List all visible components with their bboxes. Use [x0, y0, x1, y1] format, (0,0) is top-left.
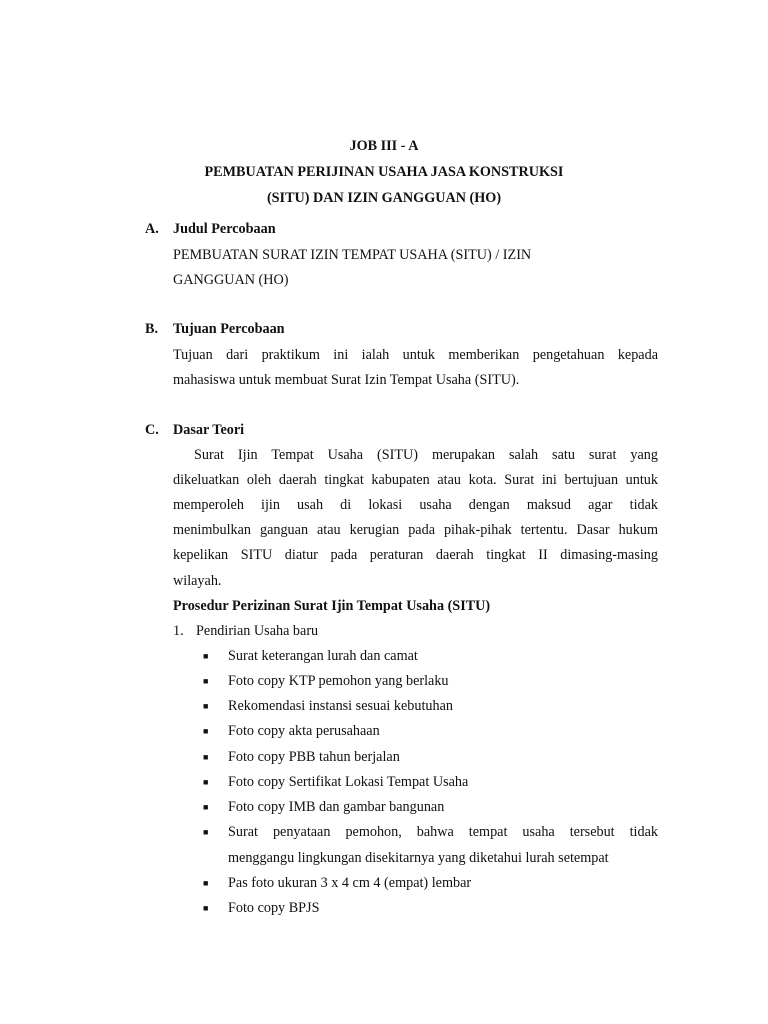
procedure-subheading: Prosedur Perizinan Surat Ijin Tempat Usaha (SITU)	[173, 598, 491, 614]
list-title: Pendirian Usaha baru	[196, 623, 319, 639]
bullet-icon: ■	[203, 878, 209, 888]
list-number: 1.	[173, 623, 184, 639]
section-c-paragraph-line: wilayah.	[173, 573, 222, 589]
bullet-icon: ■	[203, 651, 209, 661]
bullet-icon: ■	[203, 726, 209, 736]
section-b-letter: B.	[145, 321, 159, 337]
section-b-text-2: mahasiswa untuk membuat Surat Izin Tempat Usaha (SITU).	[173, 372, 520, 388]
doc-title-line-2: (SITU) DAN IZIN GANGGUAN (HO)	[266, 190, 502, 206]
bullet-icon: ■	[203, 752, 209, 762]
bullet-item: Foto copy BPJS	[228, 900, 320, 916]
bullet-item: Foto copy PBB tahun berjalan	[228, 749, 400, 765]
section-c-paragraph-line: menimbulkan ganguan atau kerugian pada pihak-pihak tertentu. Dasar hukum	[173, 522, 658, 538]
bullet-item: Rekomendasi instansi sesuai kebutuhan	[228, 698, 453, 714]
bullet-item: Foto copy akta perusahaan	[228, 723, 380, 739]
doc-title-line-1: PEMBUATAN PERIJINAN USAHA JASA KONSTRUKSI	[204, 164, 564, 180]
section-a-heading: Judul Percobaan	[173, 221, 276, 237]
bullet-icon: ■	[203, 903, 209, 913]
bullet-item: Surat keterangan lurah dan camat	[228, 648, 418, 664]
section-c-paragraph-line: dikeluatkan oleh daerah tingkat kabupaten atau kota. Surat ini bertujuan untuk	[173, 472, 658, 488]
bullet-item: Surat penyataan pemohon, bahwa tempat usaha tersebut tidak	[228, 824, 658, 840]
bullet-icon: ■	[203, 676, 209, 686]
job-title: JOB III - A	[349, 138, 419, 154]
section-a-text-1: PEMBUATAN SURAT IZIN TEMPAT USAHA (SITU) / IZIN	[173, 247, 532, 263]
bullet-icon: ■	[203, 777, 209, 787]
section-c-paragraph-line: memperoleh ijin usah di lokasi usaha dengan maksud agar tidak	[173, 497, 658, 513]
section-c-letter: C.	[145, 422, 159, 438]
bullet-item: Foto copy KTP pemohon yang berlaku	[228, 673, 449, 689]
section-b-text-1: Tujuan dari praktikum ini ialah untuk memberikan pengetahuan kepada	[173, 347, 658, 363]
section-b-heading: Tujuan Percobaan	[173, 321, 285, 337]
bullet-icon: ■	[203, 827, 209, 837]
bullet-item: Foto copy Sertifikat Lokasi Tempat Usaha	[228, 774, 469, 790]
bullet-item-continuation: menggangu lingkungan disekitarnya yang diketahui lurah setempat	[228, 850, 609, 866]
section-c-paragraph-line: kepelikan SITU diatur pada peraturan daerah tingkat II dimasing-masing	[173, 547, 658, 563]
bullet-item: Foto copy IMB dan gambar bangunan	[228, 799, 445, 815]
section-c-heading: Dasar Teori	[173, 422, 245, 438]
section-a-letter: A.	[145, 221, 159, 237]
section-a-text-2: GANGGUAN (HO)	[173, 272, 289, 288]
bullet-icon: ■	[203, 701, 209, 711]
bullet-item: Pas foto ukuran 3 x 4 cm 4 (empat) lembar	[228, 875, 472, 891]
bullet-icon: ■	[203, 802, 209, 812]
section-c-paragraph-line: Surat Ijin Tempat Usaha (SITU) merupakan salah satu surat yang	[194, 447, 658, 463]
